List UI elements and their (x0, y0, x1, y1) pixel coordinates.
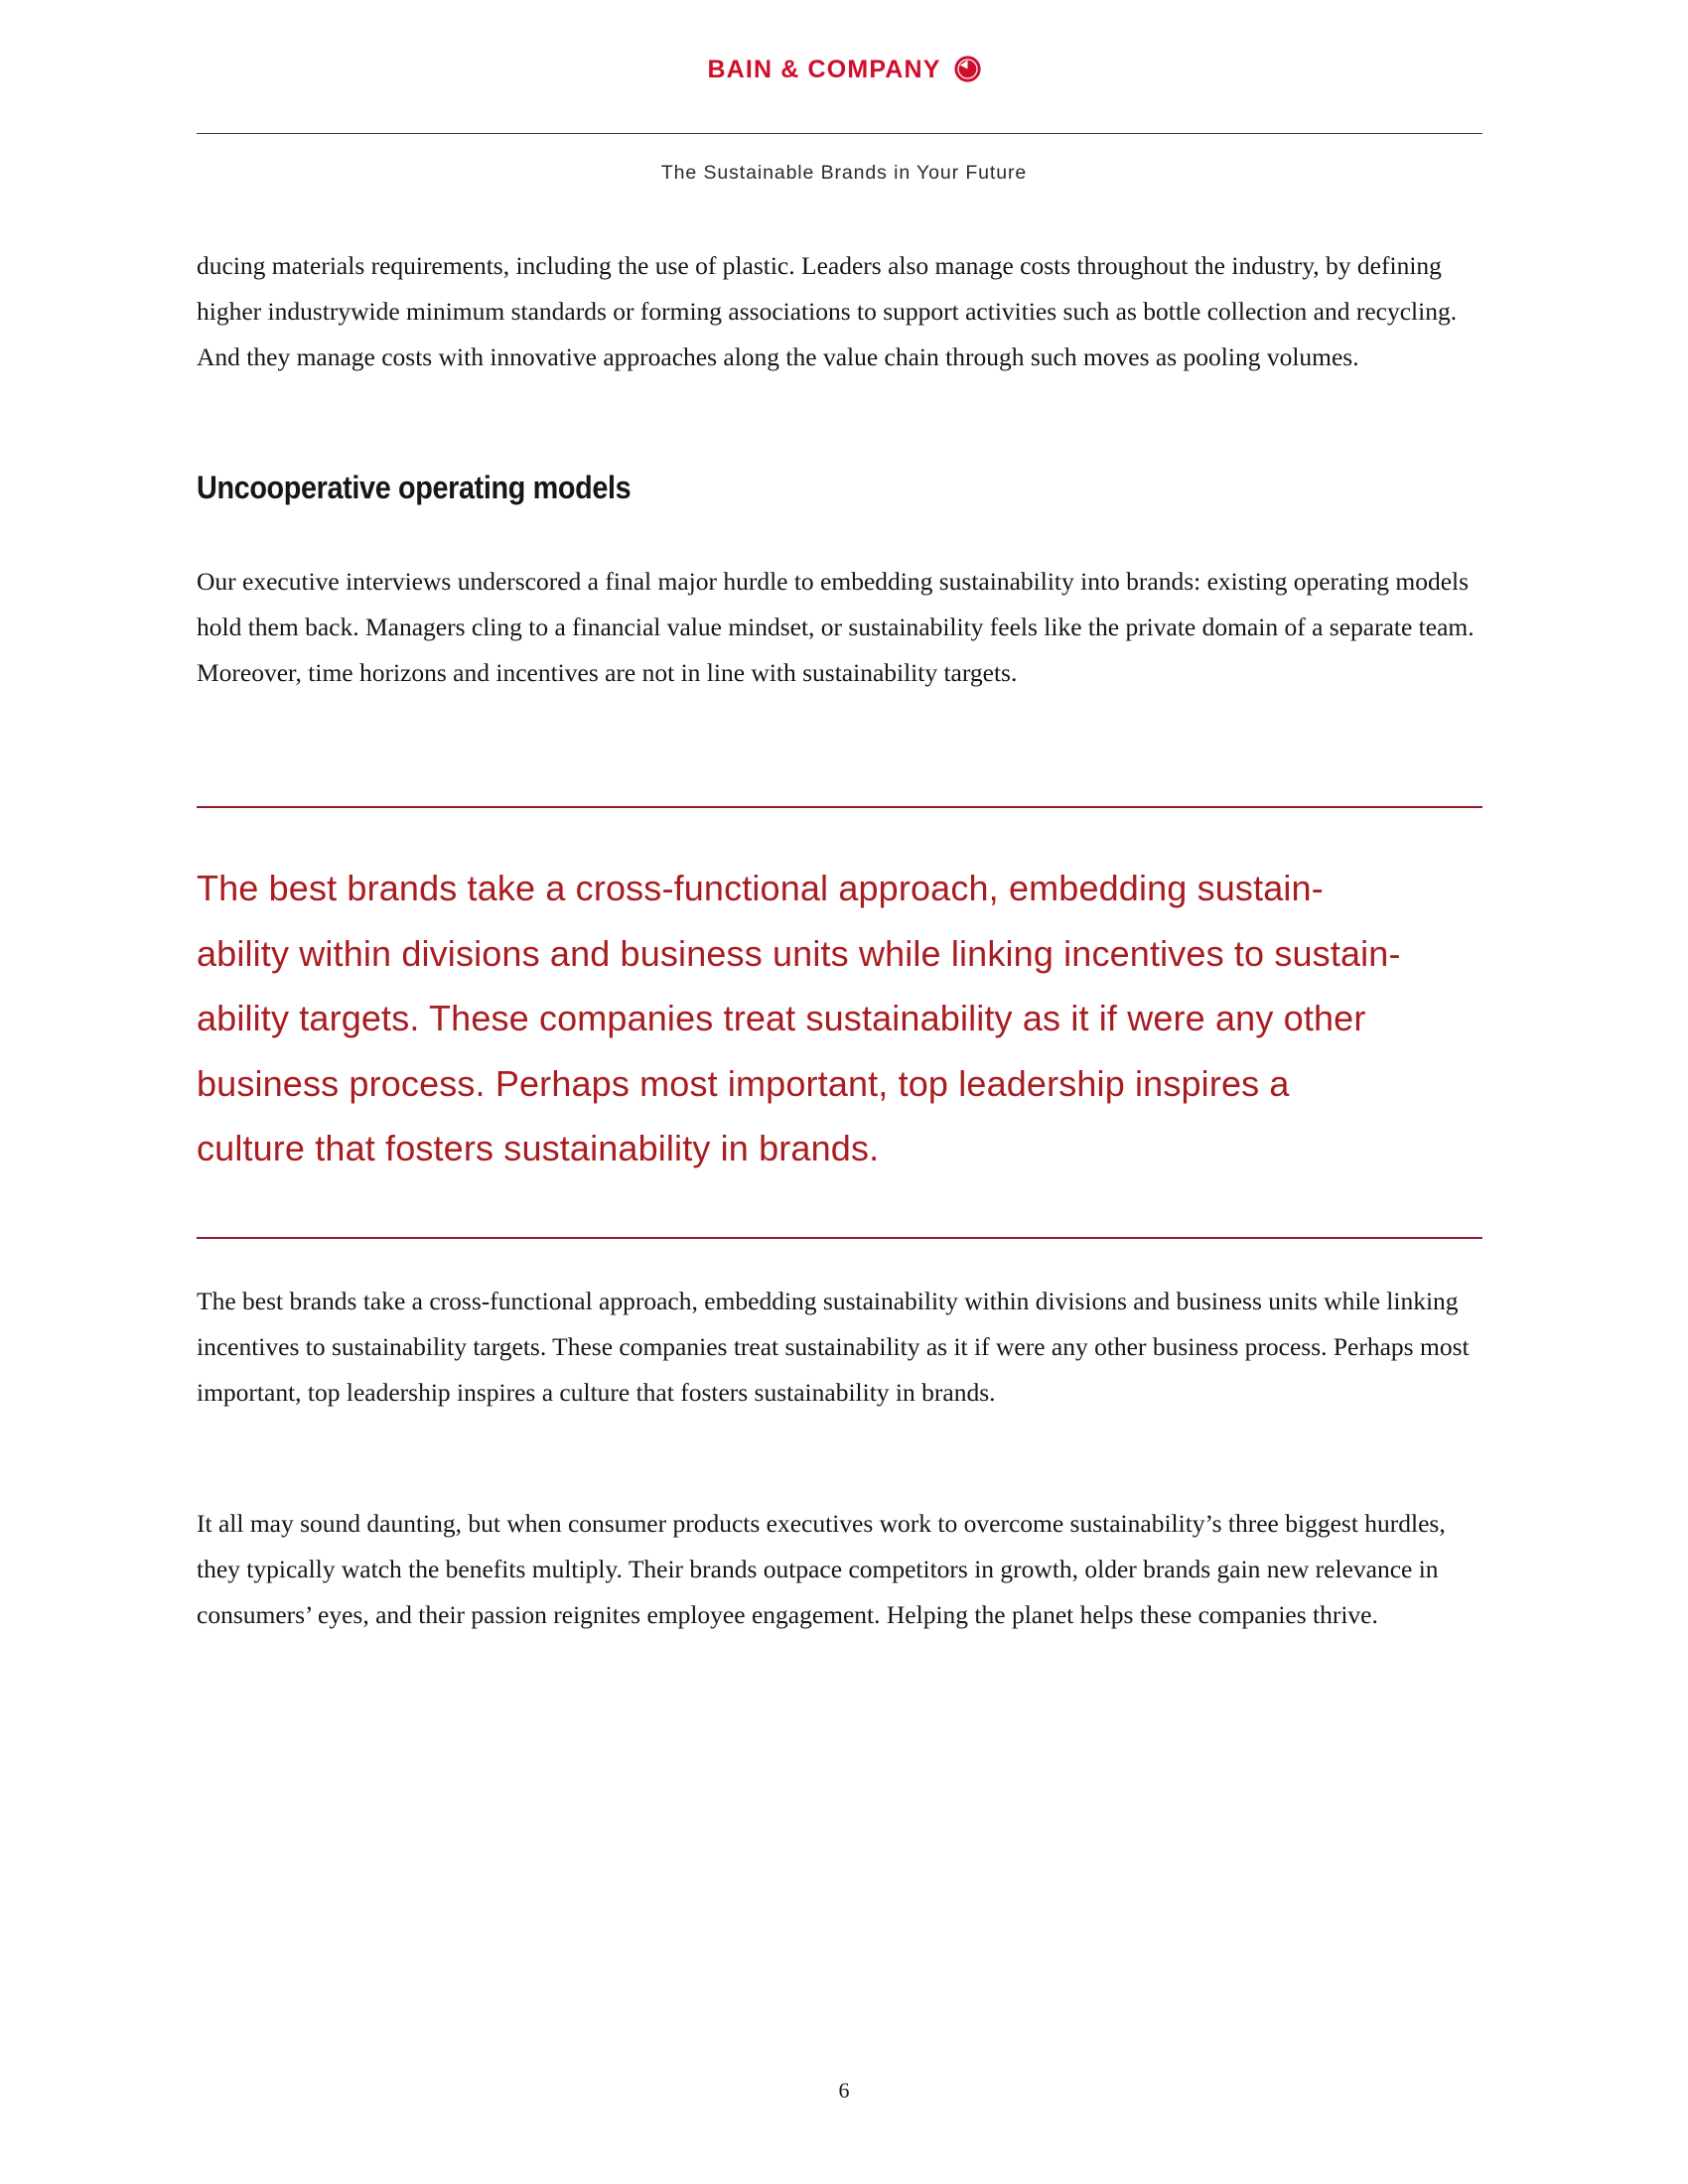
pull-quote-line: culture that fosters sustainability in brands. (197, 1128, 880, 1168)
pull-quote-text (197, 856, 1482, 1181)
pull-quote-top-rule (197, 806, 1482, 808)
paragraph-block-4 (197, 1501, 1482, 1638)
section-heading-block (197, 470, 1482, 506)
bain-clock-icon (954, 56, 981, 82)
running-header-title: The Sustainable Brands in Your Future (660, 162, 1028, 184)
body-paragraph-3: The best brands take a cross-functional approach, embedding sustainability within divisions and business units while linking incentives to sustainability targets. These companies treat sustainability as it if were any other business process. Perhaps most important, top leadership inspires a culture that fosters sustainability in brands. (197, 1287, 1470, 1407)
paragraph-block-3 (197, 1279, 1482, 1416)
paragraph-block-2 (197, 559, 1482, 696)
paragraph-block-1 (197, 243, 1482, 380)
body-paragraph-2: Our executive interviews underscored a final major hurdle to embedding sustainability into brands: existing operating models hold them back. Managers cling to a financial value mindset, or sustainability feels like the private domain of a separate team. Moreover, time horizons and incentives are not in line with sustainability targets. (197, 567, 1475, 687)
header-divider-rule (197, 133, 1482, 134)
pull-quote-block (197, 856, 1482, 1181)
bain-wordmark: BAIN & COMPANY (707, 56, 941, 83)
pull-quote-line: business process. Perhaps most important, top leadership inspires a (197, 1062, 1290, 1104)
body-paragraph-4: It all may sound daunting, but when consumer products executives work to overcome sustainability’s three biggest hurdles, they typically watch the benefits multiply. Their brands outpace competitors in growth, older brands gain new relevance in consumers’ eyes, and their passion reignites employee engagement. Helping the planet helps these companies thrive. (197, 1509, 1446, 1629)
pull-quote-bottom-rule (197, 1237, 1482, 1239)
pull-quote-line: ability targets. These companies treat sustainability as it if were any other (197, 998, 1366, 1038)
section-heading-uncooperative-operating-models: Uncooperative operating models (197, 470, 632, 505)
masthead (0, 58, 1688, 82)
bain-logo (707, 58, 980, 82)
body-paragraph-1: ducing materials requirements, including the use of plastic. Leaders also manage costs throughout the industry, by defining higher industrywide minimum standards or forming associations to support activities such as bottle collection and recycling. And they manage costs with innovative approaches along the value chain through such moves as pooling volumes. (197, 251, 1458, 371)
pull-quote-line: The best brands take a cross-functional approach, embedding sustain- (197, 868, 1324, 908)
page-number: 6 (838, 2078, 850, 2103)
pull-quote-line: ability within divisions and business units while linking incentives to sustain- (197, 932, 1401, 974)
